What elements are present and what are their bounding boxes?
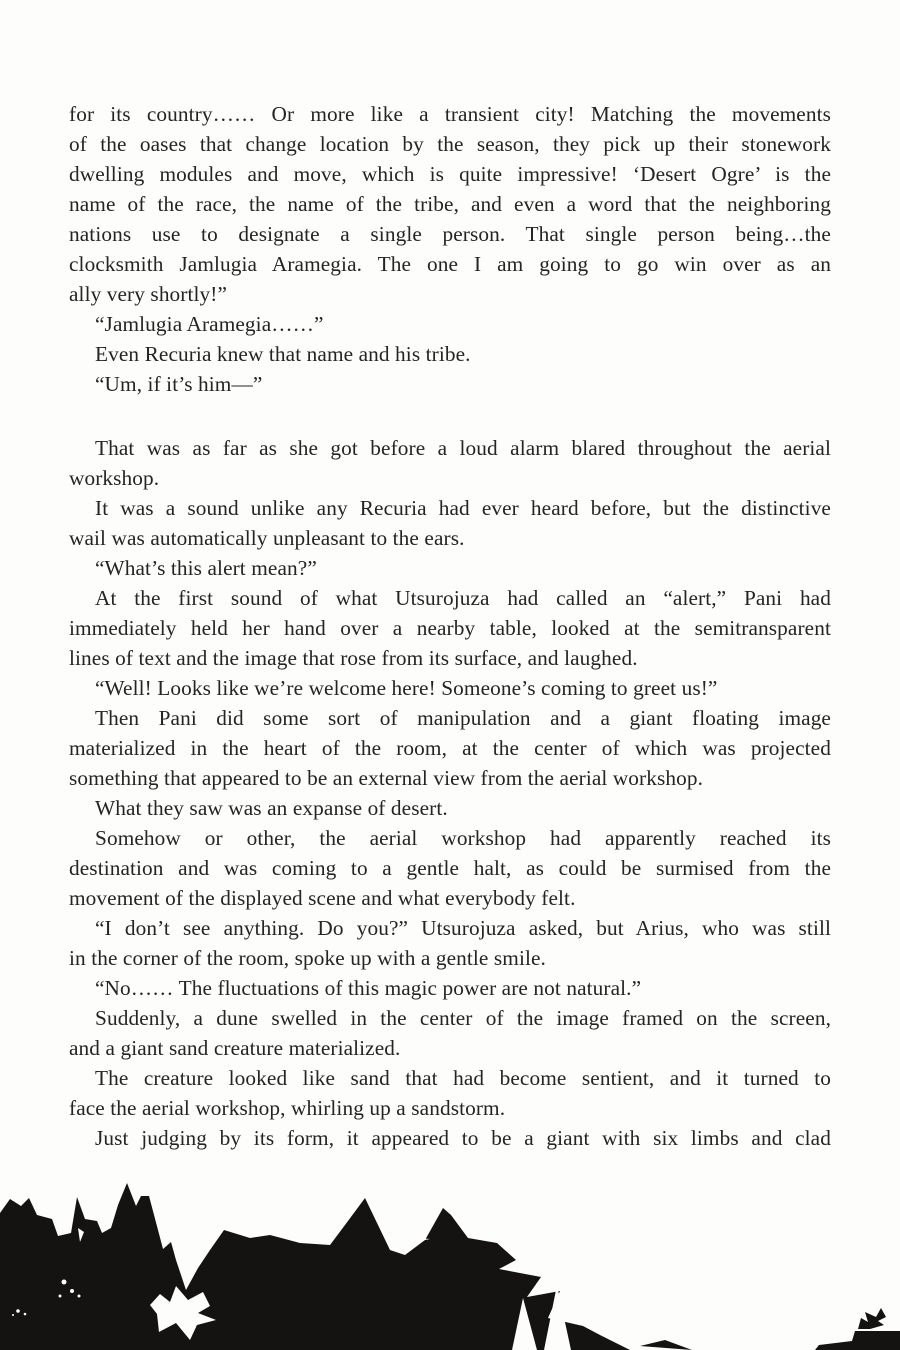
text-line: of the oases that change location by the season, they pick up their stonework: [69, 132, 831, 156]
text-line: “I don’t see anything. Do you?” Utsurojuza asked, but Arius, who was still: [95, 916, 831, 940]
text-line: “What’s this alert mean?”: [95, 556, 317, 580]
silhouette-speck: [12, 1314, 14, 1316]
text-line: ally very shortly!”: [69, 282, 228, 306]
silhouette-speck: [62, 1280, 67, 1285]
silhouette-bottom-sliver: [640, 1340, 692, 1350]
text-line: immediately held her hand over a nearby table, looked at the semitransparent: [69, 616, 831, 640]
text-line: dwelling modules and move, which is quite impressive! ‘Desert Ogre’ is the: [69, 162, 831, 186]
text-line: Suddenly, a dune swelled in the center of the image framed on the screen,: [95, 1006, 831, 1030]
text-line: and a giant sand creature materialized.: [69, 1036, 401, 1060]
text-line: face the aerial workshop, whirling up a sandstorm.: [69, 1096, 506, 1120]
silhouette-speck: [24, 1313, 27, 1316]
text-line: workshop.: [69, 466, 160, 490]
text-line: “Um, if it’s him—”: [95, 372, 263, 396]
silhouette-corner-block: [815, 1331, 900, 1350]
text-line: clocksmith Jamlugia Aramegia. The one I am going to go win over as an: [69, 252, 831, 276]
text-line: “Well! Looks like we’re welcome here! Someone’s coming to greet us!”: [95, 676, 718, 700]
text-line: materialized in the heart of the room, at the center of which was projected: [69, 736, 831, 760]
silhouette-speck: [16, 1309, 20, 1313]
silhouette-speck: [59, 1295, 62, 1298]
text-line: movement of the displayed scene and what everybody felt.: [69, 886, 576, 910]
text-line: Then Pani did some sort of manipulation and a giant floating image: [95, 706, 831, 730]
silhouette-speck: [70, 1289, 74, 1293]
text-line: destination and was coming to a gentle halt, as could be surmised from the: [69, 856, 831, 880]
text-line: wail was automatically unpleasant to the ears.: [69, 526, 465, 550]
silhouette-speck: [78, 1295, 81, 1298]
text-line: Even Recuria knew that name and his tribe.: [95, 342, 471, 366]
body-text: [69, 99, 831, 1153]
text-line: name of the race, the name of the tribe, and even a word that the neighboring: [69, 192, 831, 216]
text-line: What they saw was an expanse of desert.: [95, 796, 448, 820]
text-line: At the first sound of what Utsurojuza had called an “alert,” Pani had: [95, 586, 831, 610]
text-line: The creature looked like sand that had become sentient, and it turned to: [95, 1066, 831, 1090]
text-line: Somehow or other, the aerial workshop had apparently reached its: [95, 826, 831, 850]
text-line: nations use to designate a single person. That single person being…the: [69, 222, 831, 246]
text-line: It was a sound unlike any Recuria had ever heard before, but the distinctive: [95, 496, 831, 520]
text-line: something that appeared to be an external view from the aerial workshop.: [69, 766, 704, 790]
text-line: lines of text and the image that rose from its surface, and laughed.: [69, 646, 638, 670]
scene-break: [69, 399, 831, 433]
text-line: Just judging by its form, it appeared to be a giant with six limbs and clad: [95, 1126, 831, 1150]
text-line: in the corner of the room, spoke up with a gentle smile.: [69, 946, 546, 970]
silhouette-corner-flag: [858, 1308, 886, 1329]
text-line: for its country…… Or more like a transient city! Matching the movements: [69, 102, 831, 126]
silhouette-mountains-shape: [0, 1183, 630, 1350]
torn-silhouette-illustration: [0, 1155, 900, 1350]
text-line: That was as far as she got before a loud alarm blared throughout the aerial: [95, 436, 831, 460]
text-line: “Jamlugia Aramegia……”: [95, 312, 324, 336]
text-line: “No…… The fluctuations of this magic power are not natural.”: [95, 976, 642, 1000]
